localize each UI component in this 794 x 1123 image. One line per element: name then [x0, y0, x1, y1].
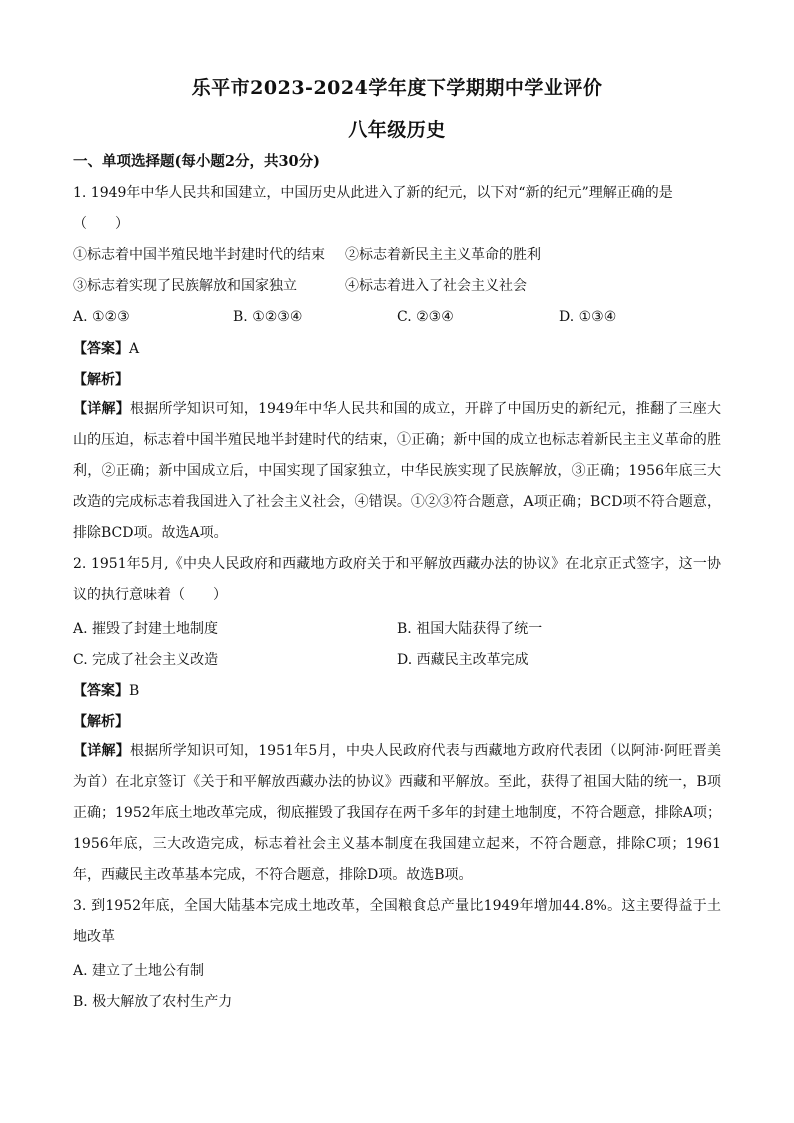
- detail-text: 根据所学知识可知，1949年中华人民共和国的成立，开辟了中国历史的新纪元，推翻了三座大山的压迫，标志着中国半殖民地半封建时代的结束，①正确；新中国的成立也标志着新民主主义革命的胜利，②正确；新中国成立后，中国实现了国家独立，中华民族实现了民族解放，③正确；1956年底三大改造的完成标志着我国进入了社会主义社会，④错误。①②③符合题意，A项正确；BCD项不符合题意，排除BCD项。故选A项。: [73, 401, 721, 541]
- detail-text: 根据所学知识可知，1951年5月，中央人民政府代表与西藏地方政府代表团（以阿沛·阿旺晋美为首）在北京签订《关于和平解放西藏办法的协议》西藏和平解放。至此，获得了祖国大陆的统一，B项正确；1952年底土地改革完成，彻底摧毁了我国存在两千多年的封建土地制度，不符合题意，排除A项；1956年底，三大改造完成，标志着社会主义基本制度在我国建立起来，不符合题意，排除C项；1961年，西藏民主改革基本完成，不符合题意，排除D项。故选B项。: [73, 743, 722, 883]
- detail-label: 【详解】: [73, 401, 130, 417]
- q1-answer: [73, 340, 139, 358]
- q1-stem-line1: 1. 1949年中华人民共和国建立，中国历史从此进入了新的纪元，以下对“新的纪元”理解正确的是: [73, 185, 673, 201]
- q2-option-a: A. 摧毁了封建土地制度: [73, 621, 219, 637]
- q2-detail: [73, 736, 721, 891]
- q2-answer: [73, 682, 139, 700]
- q1-analysis-label: 【解析】: [73, 372, 129, 388]
- document-title: 乐平市2023-2024学年度下学期期中学业评价: [191, 77, 603, 99]
- detail-label: 【详解】: [73, 743, 131, 759]
- answer-label: 【答案】: [73, 683, 129, 699]
- q1-item-2: ②标志着新民主主义革命的胜利: [345, 247, 541, 263]
- q1-detail: [73, 394, 721, 549]
- q1-option-d: D. ①③④: [559, 309, 617, 325]
- q1-item-3: ③标志着实现了民族解放和国家独立: [73, 278, 297, 294]
- q2-option-c: C. 完成了社会主义改造: [73, 652, 219, 668]
- answer-label: 【答案】: [73, 341, 129, 357]
- q1-item-1: ①标志着中国半殖民地半封建时代的结束: [73, 247, 325, 263]
- q2-stem: 2. 1951年5月,《中央人民政府和西藏地方政府关于和平解放西藏办法的协议》在北京正式签字，这一协议的执行意味着（ ）: [73, 556, 721, 603]
- section-heading: 一、单项选择题(每小题2分，共30分): [73, 153, 320, 170]
- q3-option-b: B. 极大解放了农村生产力: [73, 994, 233, 1010]
- q1-option-a: A. ①②③: [73, 309, 130, 325]
- q3-option-a: A. 建立了土地公有制: [73, 963, 205, 979]
- q1-stem-line2: （ ）: [73, 216, 129, 232]
- q2-analysis-label: 【解析】: [73, 714, 129, 730]
- answer-value: B: [129, 683, 140, 699]
- q1-option-b: B. ①②③④: [233, 309, 303, 325]
- q2-option-b: B. 祖国大陆获得了统一: [397, 621, 543, 637]
- q1-item-4: ④标志着进入了社会主义社会: [345, 278, 527, 294]
- q1-option-c: C. ②③④: [397, 309, 454, 325]
- answer-value: A: [129, 341, 140, 357]
- document-subtitle: 八年级历史: [348, 119, 446, 141]
- q3-stem: 3. 到1952年底，全国大陆基本完成土地改革，全国粮食总产量比1949年增加44.8%。这主要得益于土地改革: [73, 898, 721, 945]
- q2-option-d: D. 西藏民主改革完成: [397, 652, 529, 668]
